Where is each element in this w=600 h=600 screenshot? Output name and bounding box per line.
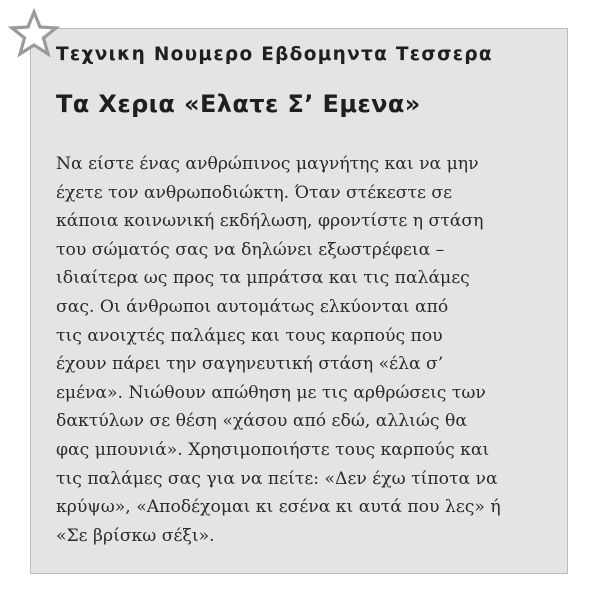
body-line: τις παλάμες σας για να πείτε: «Δεν έχω τίποτα να <box>56 468 498 489</box>
technique-number-heading: Τεχνικη Νουμερο Εβδομηντα Τεσσερα <box>56 44 493 65</box>
star-outline-icon <box>10 10 58 56</box>
body-line: εμένα». Νιώθουν απώθηση με τις αρθρώσεις των <box>56 382 486 403</box>
body-line: φας μπουνιά». Χρησιμοποιήστε τους καρπούς και <box>56 439 490 460</box>
body-line: κρύψω», «Αποδέχομαι κι εσένα κι αυτά που λες» ή <box>56 497 501 518</box>
body-line: τις ανοιχτές παλάμες και τους καρπούς που <box>56 325 443 346</box>
body-line: «Σε βρίσκω σέξι». <box>56 525 215 546</box>
body-line: του σώματός σας να δηλώνει εξωστρέφεια – <box>56 239 445 260</box>
body-line: σας. Οι άνθρωποι αυτομάτως ελκύονται από <box>56 296 449 317</box>
body-line: έχουν πάρει την σαγηνευτική στάση «έλα σ’ <box>56 354 444 375</box>
body-line: Να είστε ένας ανθρώπινος μαγνήτης και να μην <box>56 154 479 174</box>
body-line: ιδιαίτερα ως προς τα μπράτσα και τις παλάμες <box>56 268 470 289</box>
technique-title: Τα Χερια «Ελατε Σ’ Εμενα» <box>56 90 421 118</box>
body-line: κάποια κοινωνική εκδήλωση, φροντίστε η στάση <box>56 211 484 232</box>
body-line: έχετε τον ανθρωποδιώκτη. Όταν στέκεστε σε <box>56 182 453 203</box>
body-line: δακτύλων σε θέση «χάσου από εδώ, αλλιώς θα <box>56 411 467 432</box>
body-paragraph <box>56 150 556 550</box>
